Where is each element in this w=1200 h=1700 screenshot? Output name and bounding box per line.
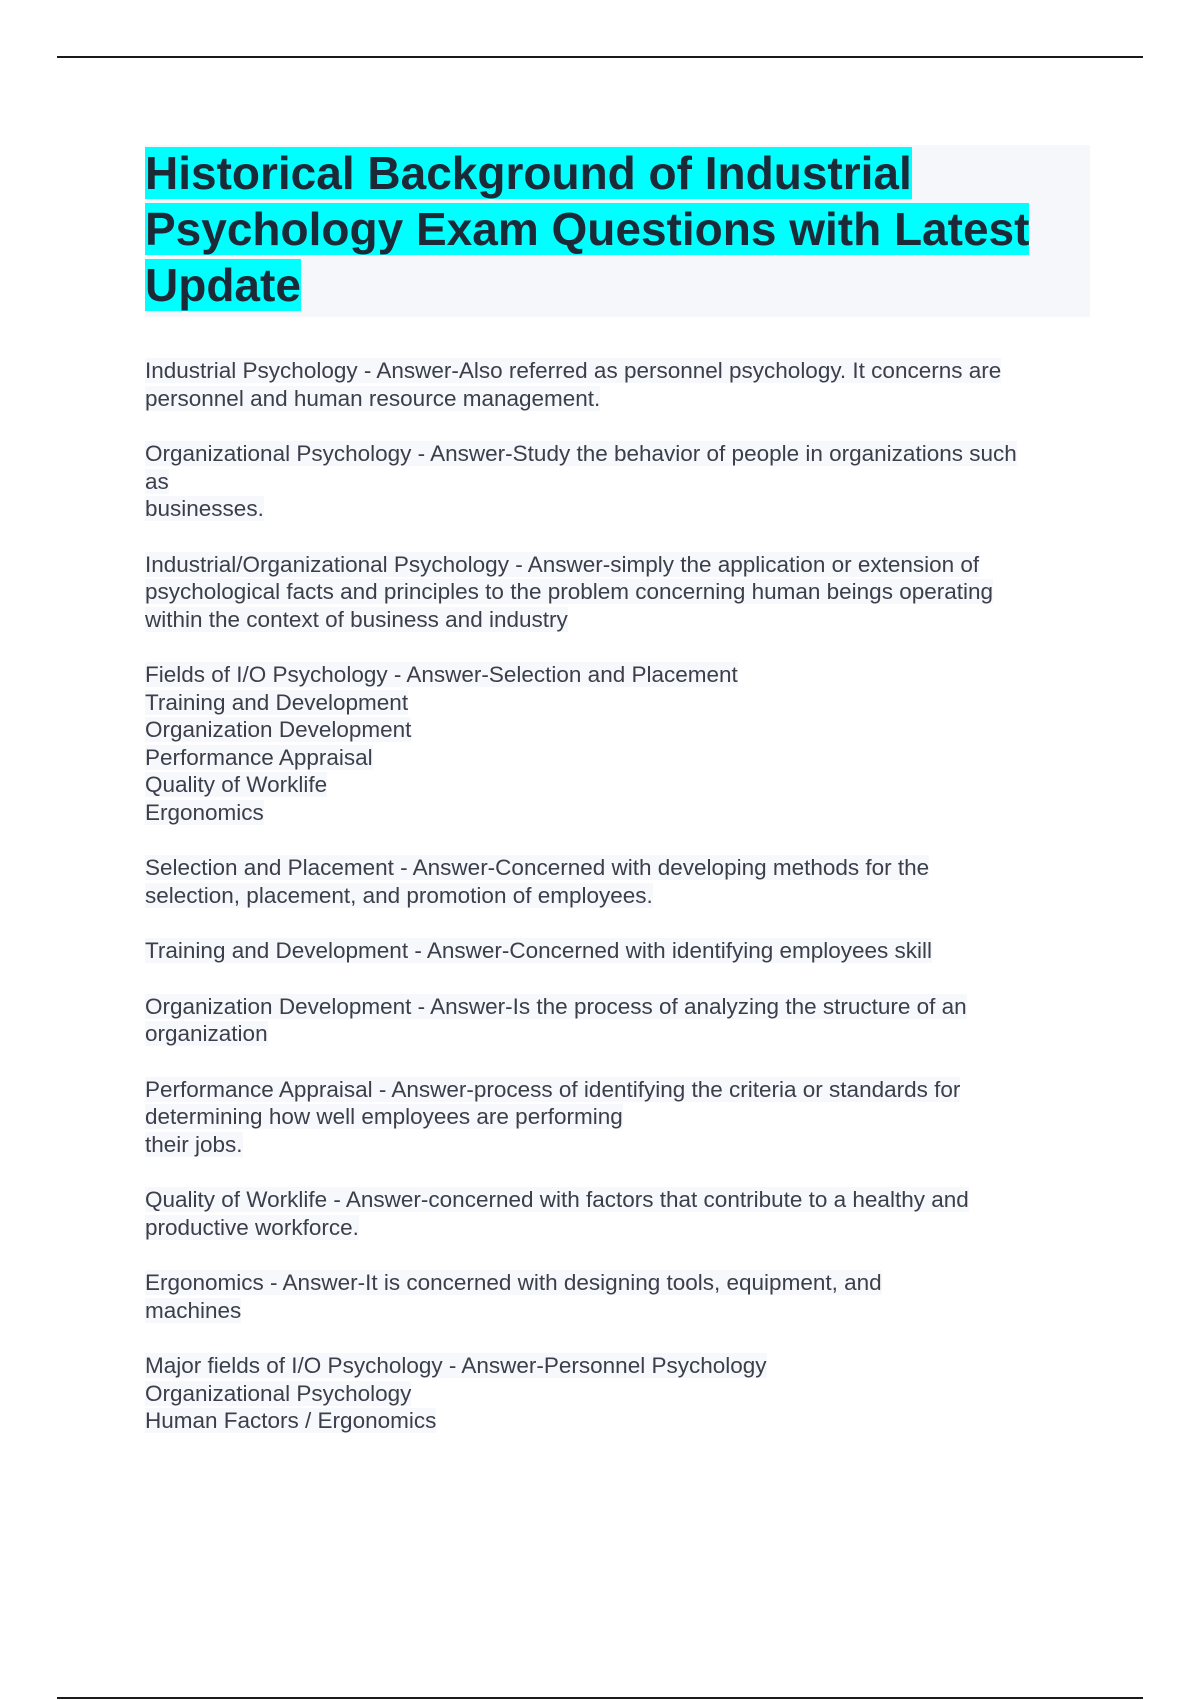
document-body [145,145,1090,1463]
qa-line-text: Organizational Psychology [145,1380,412,1406]
qa-line-text: Fields of I/O Psychology - Answer-Selection and Placement [145,662,738,687]
qa-entry [145,440,1090,523]
qa-line [145,937,1090,965]
qa-line [145,1020,1090,1048]
qa-line [145,1269,1090,1297]
qa-line-text: Training and Development - Answer-Concerned with identifying employees skill [145,938,933,963]
qa-entry [145,993,1090,1048]
qa-line-text: Ergonomics - Answer-It is concerned with designing tools, equipment, and [145,1270,882,1295]
qa-line [145,771,1090,799]
qa-line-text: personnel and human resource management. [145,385,601,411]
qa-line [145,1131,1090,1159]
qa-line-text: Industrial Psychology - Answer-Also referred as personnel psychology. It concerns are [145,358,1002,383]
qa-line-text: as [145,468,169,494]
qa-line-text: productive workforce. [145,1214,359,1240]
qa-line [145,799,1090,827]
qa-entry [145,1186,1090,1241]
qa-line [145,468,1090,496]
qa-line [145,1076,1090,1104]
qa-line-text: businesses. [145,496,264,521]
qa-line [145,357,1090,385]
qa-line-text: Quality of Worklife - Answer-concerned with factors that contribute to a healthy and [145,1187,969,1212]
qa-line [145,551,1090,579]
qa-line [145,1380,1090,1408]
qa-entry [145,1352,1090,1435]
qa-line-text: Quality of Worklife [145,772,328,797]
title-line: Update [145,259,301,311]
qa-line-text: Performance Appraisal [145,744,373,770]
qa-line-text: psychological facts and principles to the problem concerning human beings operating [145,579,994,604]
qa-entry [145,1076,1090,1159]
qa-line [145,440,1090,468]
qa-line-text: Human Factors / Ergonomics [145,1408,437,1433]
qa-line-text: Training and Development [145,689,409,715]
qa-entry [145,357,1090,412]
qa-line [145,1297,1090,1325]
title-block [145,145,1090,317]
qa-line-text: Selection and Placement - Answer-Concerned with developing methods for the [145,855,930,880]
qa-line-text: their jobs. [145,1131,243,1157]
top-rule [57,56,1143,58]
qa-line [145,744,1090,772]
qa-entry [145,937,1090,965]
qa-line [145,1186,1090,1214]
qa-entry [145,661,1090,826]
qa-line [145,1352,1090,1380]
qa-line [145,385,1090,413]
qa-line-text: Organizational Psychology - Answer-Study the behavior of people in organizations such [145,441,1017,466]
qa-line-text: selection, placement, and promotion of employees. [145,882,653,908]
qa-line [145,1214,1090,1242]
qa-line [145,606,1090,634]
bottom-rule [57,1697,1143,1699]
qa-line [145,1407,1090,1435]
qa-line-text: Industrial/Organizational Psychology - Answer-simply the application or extension of [145,551,980,577]
qa-line [145,689,1090,717]
document-title [145,145,1090,313]
qa-entry [145,854,1090,909]
title-line: Historical Background of Industrial [145,147,912,199]
qa-line [145,578,1090,606]
qa-entry [145,551,1090,634]
qa-line-text: Organization Development [145,717,412,742]
qa-line [145,716,1090,744]
qa-line [145,495,1090,523]
title-line: Psychology Exam Questions with Latest [145,203,1030,255]
qa-line-text: organization [145,1021,268,1046]
qa-line [145,1103,1090,1131]
qa-line-text: Performance Appraisal - Answer-process of identifying the criteria or standards for [145,1076,961,1102]
qa-line-text: Organization Development - Answer-Is the process of analyzing the structure of an [145,993,967,1019]
qa-line-text: Major fields of I/O Psychology - Answer-Personnel Psychology [145,1353,767,1378]
qa-line-text: determining how well employees are performing [145,1104,623,1129]
qa-line [145,661,1090,689]
qa-line [145,854,1090,882]
qa-entry [145,1269,1090,1324]
qa-line [145,882,1090,910]
qa-line-text: Ergonomics [145,799,264,825]
qa-line-text: within the context of business and industry [145,606,568,632]
qa-line-text: machines [145,1297,242,1323]
qa-list [145,357,1090,1435]
qa-line [145,993,1090,1021]
